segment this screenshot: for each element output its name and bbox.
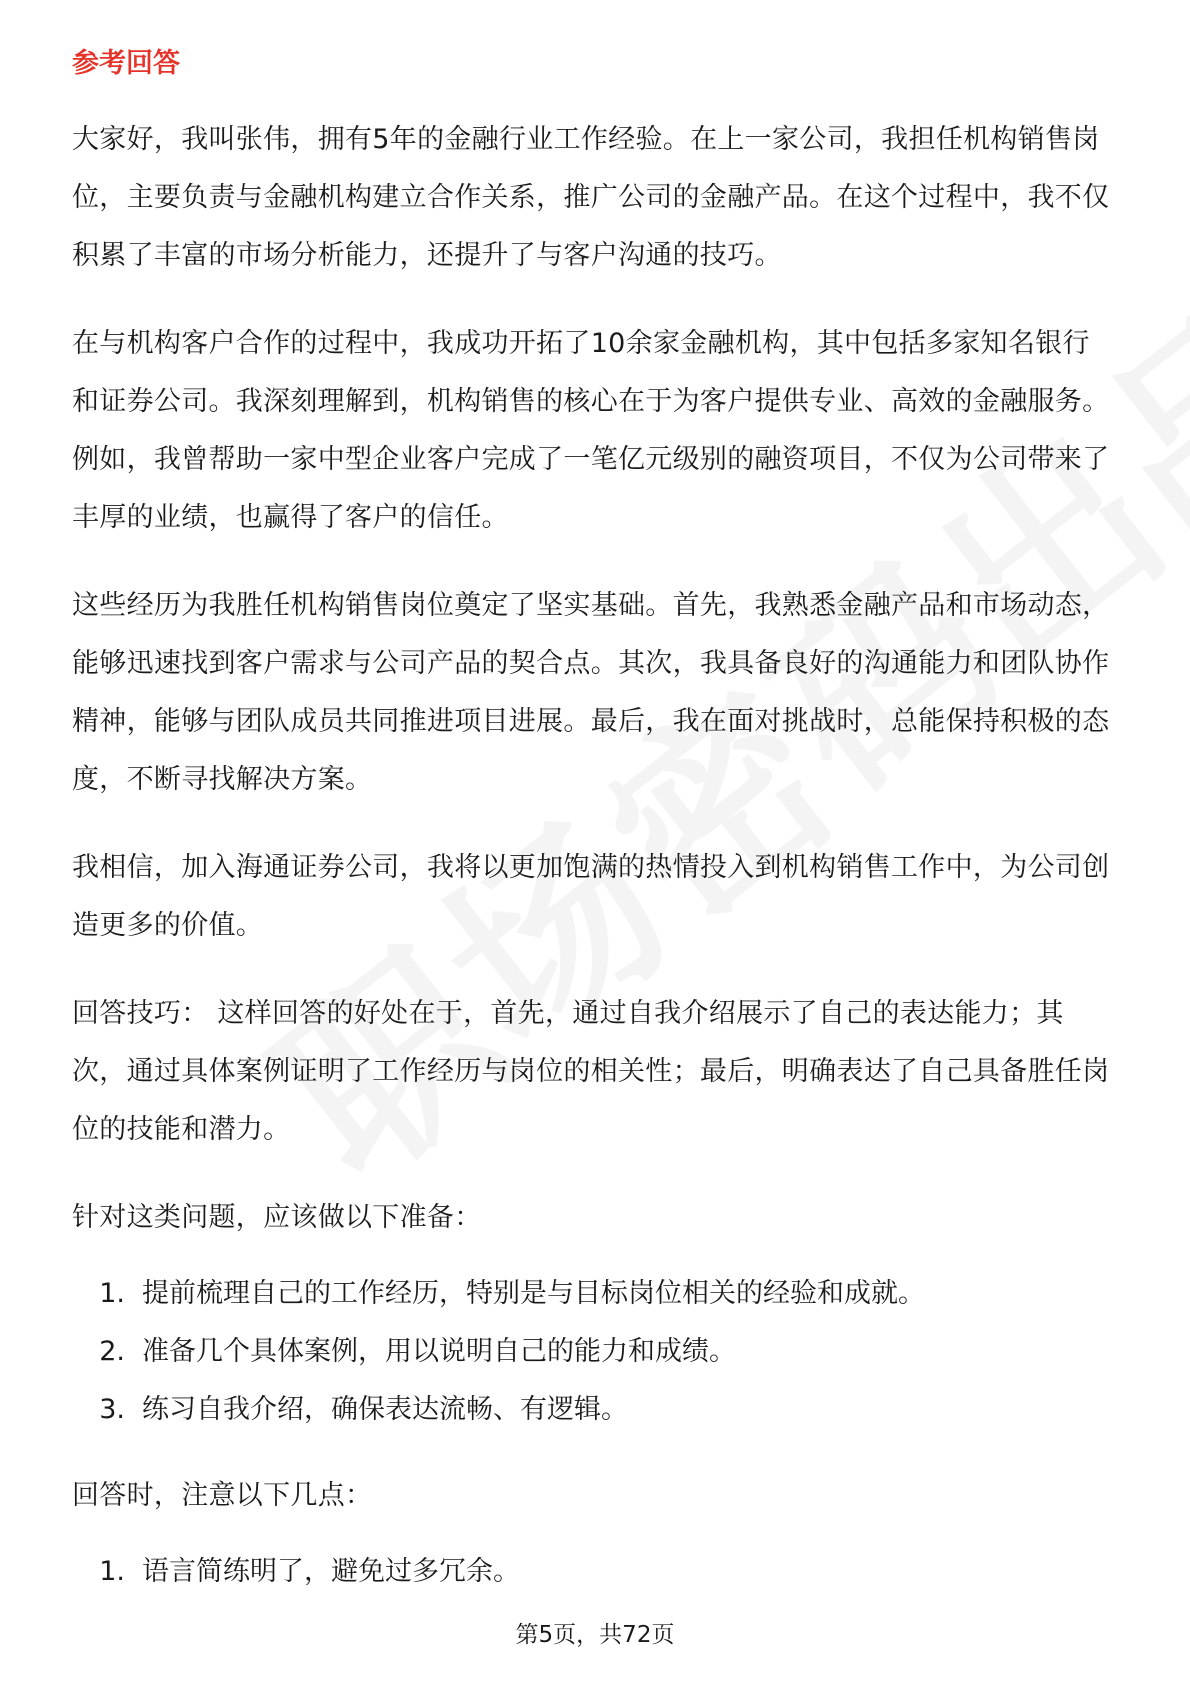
list-item-text: 练习自我介绍，确保表达流畅、有逻辑。 (142, 1394, 628, 1425)
list-item-text: 语言简练明了，避免过多冗余。 (142, 1556, 520, 1587)
list-number: 2. (99, 1336, 125, 1367)
list-item (72, 1381, 1117, 1439)
page-number-footer: 第5页，共72页 (515, 1622, 675, 1648)
prep-intro: 针对这类问题，应该做以下准备： (72, 1202, 482, 1233)
paragraph-intro: 大家好，我叫张伟，拥有5年的金融行业工作经验。在上一家公司，我担任机构销售岗位，主要负责与金融机构建立合作关系，推广公司的金融产品。在这个过程中，我不仅积累了丰富的市场分析能力，还提升了与客户沟通的技巧。 (72, 124, 1110, 271)
list-number: 3. (99, 1394, 125, 1425)
list-item (72, 1543, 1117, 1601)
list-number: 1. (99, 1556, 125, 1587)
paragraph-answer-tips: 回答技巧： 这样回答的好处在于，首先，通过自我介绍展示了自己的表达能力；其次，通过具体案例证明了工作经历与岗位的相关性；最后，明确表达了自己具备胜任岗位的技能和潜力。 (72, 998, 1110, 1145)
document-body (72, 44, 1117, 1629)
paragraph-qualifications: 这些经历为我胜任机构销售岗位奠定了坚实基础。首先，我熟悉金融产品和市场动态，能够迅速找到客户需求与公司产品的契合点。其次，我具备良好的沟通能力和团队协作精神，能够与团队成员共同推进项目进展。最后，我在面对挑战时，总能保持积极的态度，不断寻找解决方案。 (72, 590, 1110, 795)
list-number: 1. (99, 1278, 125, 1309)
paragraph-closing: 我相信，加入海通证券公司，我将以更加饱满的热情投入到机构销售工作中，为公司创造更多的价值。 (72, 852, 1110, 941)
list-item-text: 准备几个具体案例，用以说明自己的能力和成绩。 (142, 1336, 736, 1367)
list-item (72, 1265, 1117, 1323)
list-item (72, 1323, 1117, 1381)
paragraph-experience: 在与机构客户合作的过程中，我成功开拓了10余家金融机构，其中包括多家知名银行和证券公司。我深刻理解到，机构销售的核心在于为客户提供专业、高效的金融服务。例如，我曾帮助一家中型企业客户完成了一笔亿元级别的融资项目，不仅为公司带来了丰厚的业绩，也赢得了客户的信任。 (72, 328, 1110, 533)
list-item-text: 提前梳理自己的工作经历，特别是与目标岗位相关的经验和成就。 (142, 1278, 925, 1309)
notes-list (72, 1543, 1117, 1601)
section-heading: 参考回答 (72, 48, 180, 79)
prep-list (72, 1265, 1117, 1439)
notes-intro: 回答时，注意以下几点： (72, 1480, 373, 1511)
